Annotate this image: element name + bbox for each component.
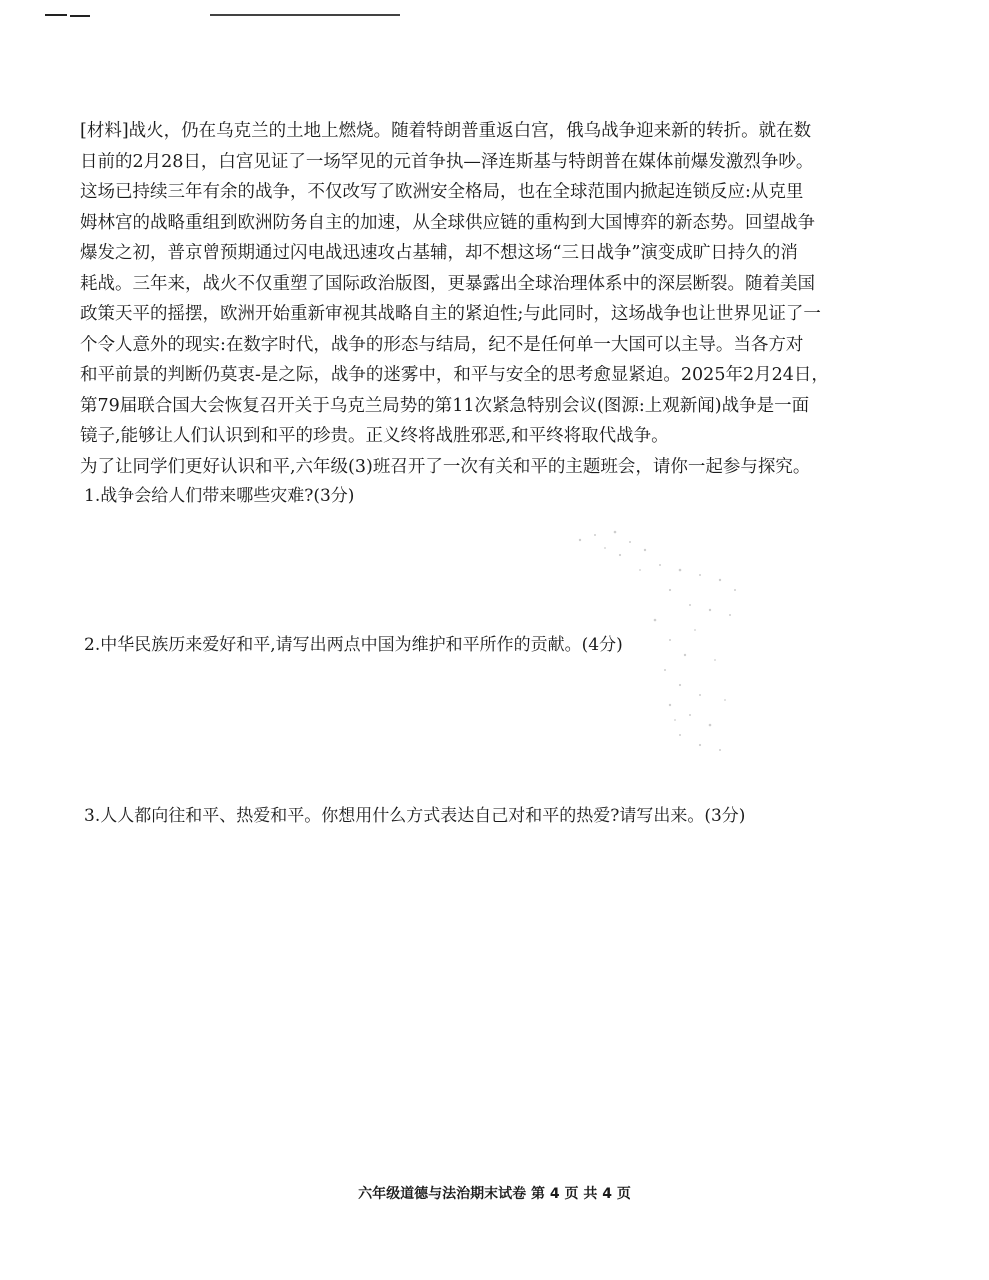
- material-line: 和平前景的判断仍莫衷-是之际，战争的迷雾中，和平与安全的思考愈显紧迫。2025年2月24日，: [80, 365, 829, 385]
- scan-mark: [210, 14, 400, 16]
- scan-mark: [45, 14, 67, 16]
- scan-mark: [70, 15, 90, 17]
- page-footer: 六年级道德与法治期末试卷 第 4 页 共 4 页: [358, 1186, 631, 1202]
- question-2: 2.中华民族历来爱好和平,请写出两点中国为维护和平所作的贡献。(4分): [84, 635, 623, 655]
- question-3: 3.人人都向往和平、热爱和平。你想用什么方式表达自己对和平的热爱?请写出来。(3分): [84, 806, 746, 826]
- material-line: 姆林宫的战略重组到欧洲防务自主的加速，从全球供应链的重构到大国博弈的新态势。回望战争: [80, 212, 815, 233]
- question-1: 1.战争会给人们带来哪些灾难?(3分): [84, 486, 355, 506]
- material-passage: [80, 116, 829, 452]
- material-line: 日前的2月28日，白宫见证了一场罕见的元首争执—泽连斯基与特朗普在媒体前爆发激烈争吵。: [80, 151, 814, 172]
- material-line: [材料]战火，仍在乌克兰的土地上燃烧。随着特朗普重返白宫，俄乌战争迎来新的转折。就在数: [80, 121, 812, 141]
- material-line: 政策天平的摇摆，欧洲开始重新审视其战略自主的紧迫性;与此同时，这场战争也让世界见证了一: [80, 304, 821, 324]
- intro-text: 为了让同学们更好认识和平,六年级(3)班召开了一次有关和平的主题班会，请你一起参与探究。: [80, 457, 811, 477]
- material-line: 耗战。三年来，战火不仅重塑了国际政治版图，更暴露出全球治理体系中的深层断裂。随着美国: [80, 273, 815, 294]
- scan-smudge: [560, 520, 760, 760]
- material-line: 爆发之初，普京曾预期通过闪电战迅速攻占基辅，却不想这场“三日战争”演变成旷日持久的消: [80, 243, 798, 263]
- material-line: 这场已持续三年有余的战争，不仅改写了欧洲安全格局，也在全球范围内掀起连锁反应:从克里: [80, 182, 804, 202]
- material-line: 镜子,能够让人们认识到和平的珍贵。正义终将战胜邪恶,和平终将取代战争。: [80, 426, 669, 446]
- material-line: 个令人意外的现实:在数字时代，战争的形态与结局，纪不是任何单一大国可以主导。当各方对: [80, 334, 804, 355]
- material-line: 第79届联合国大会恢复召开关于乌克兰局势的第11次紧急特别会议(图源:上观新闻)战争是一面: [80, 395, 810, 416]
